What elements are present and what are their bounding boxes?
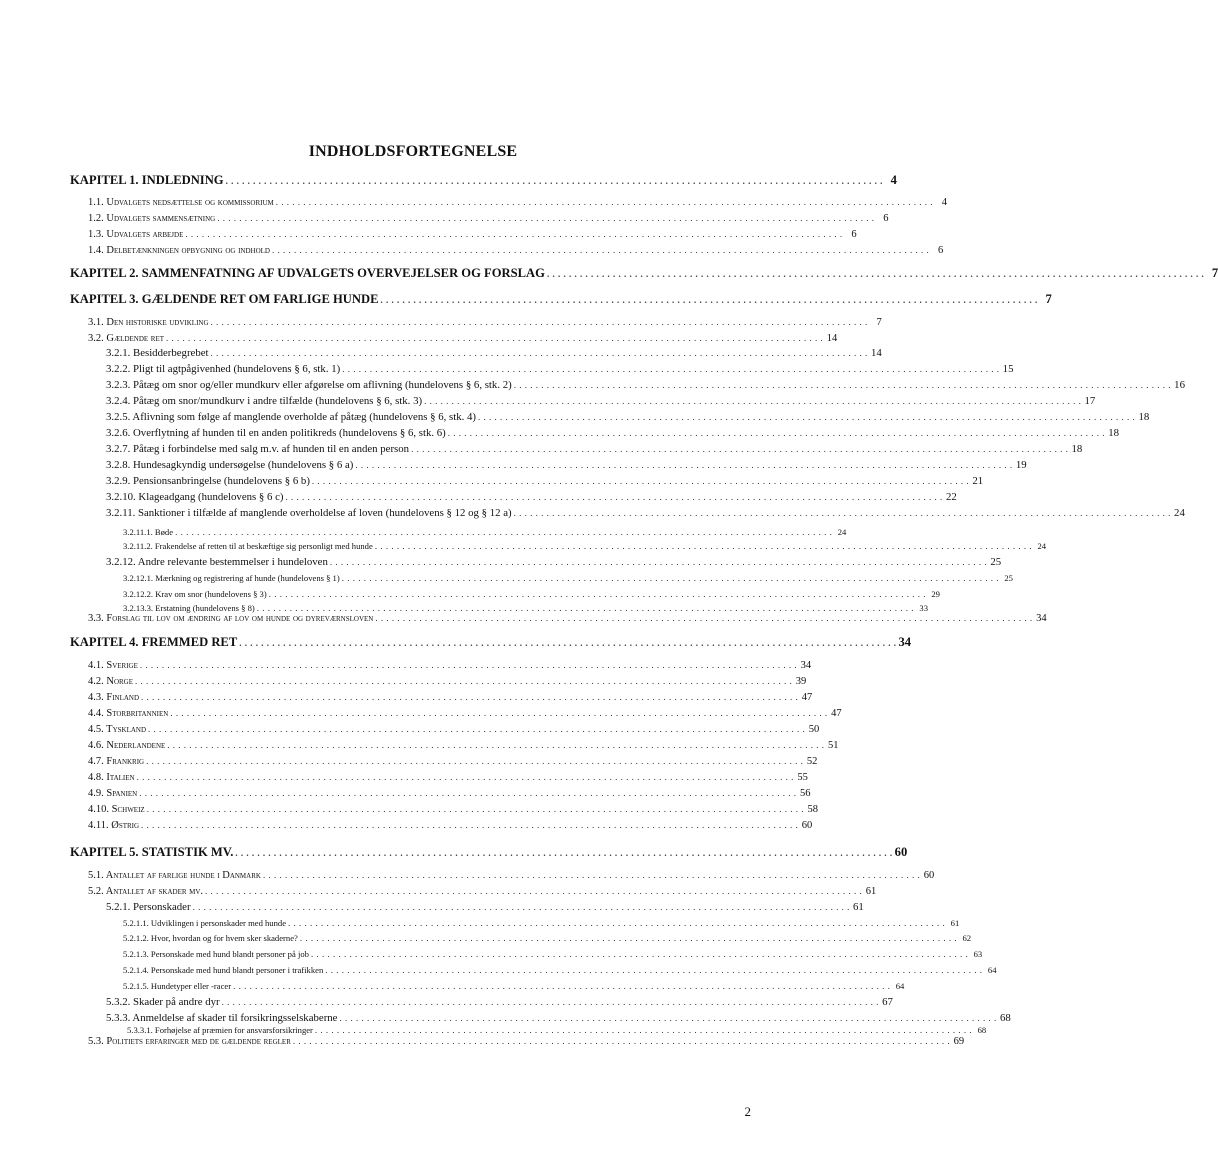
dot-leader: . . . . . . . . . . . . . . . . . . . . . . . . . . . . . . . . . . . . . . . . . . . . . . . . . . . . . . . . . . . . . . . . . . . . . . . . . . . . . . . . . . . . . . . . . . . . . . . . . . . . . . . . . . . . . . . . . . . . . . . . [136, 772, 794, 782]
toc-entry-page: 24 [1037, 541, 1047, 551]
toc-entry-page: 19 [1015, 459, 1027, 471]
toc-entry-label: 4.11. Østrig [88, 820, 140, 831]
toc-entry [88, 331, 838, 346]
toc-entry [88, 738, 839, 753]
toc-entry-label: 3.2.7. Påtæg i forbindelse med salg m.v. af hunden til en anden person [106, 443, 410, 455]
toc-entry-page: 18 [1108, 427, 1119, 439]
toc-entry-label: 3.2.10. Klageadgang (hundelovens § 6 c) [106, 491, 284, 503]
toc-entry-page: 61 [950, 918, 960, 928]
toc-entry-label: 5.2.1.5. Hundetyper eller -racer [123, 981, 232, 991]
toc-entry [123, 587, 940, 601]
dot-leader: . . . . . . . . . . . . . . . . . . . . . . . . . . . . . . . . . . . . . . . . . . . . . . . . . . . . . . . . . . . . . . . . . . . . . . . . . . . . . . . . . . . . . . . . . . . . . . . . . . . . . . . . . . . . . . . . . . . . . . . . [424, 396, 1082, 406]
toc-entry-label: 4.4. Storbritannien [88, 708, 169, 719]
dot-leader: . . . . . . . . . . . . . . . . . . . . . . . . . . . . . . . . . . . . . . . . . . . . . . . . . . . . . . . . . . . . . . . . . . . . . . . . . . . . . . . . . . . . . . . . . . . . . . . . . . . . . . . . . . . . . . . . . . . . . . . . [239, 638, 897, 648]
toc-entry [88, 674, 807, 689]
toc-entry [88, 658, 812, 673]
toc-entry [123, 539, 1047, 553]
toc-entry [88, 770, 808, 785]
toc-entry [70, 635, 912, 650]
toc-entry-page: 34 [800, 660, 812, 671]
dot-leader: . . . . . . . . . . . . . . . . . . . . . . . . . . . . . . . . . . . . . . . . . . . . . . . . . . . . . . . . . . . . . . . . . . . . . . . . . . . . . . . . . . . . . . . . . . . . . . . . . . . . . . . . . . . . . . . . . . . . . . . . [314, 1025, 973, 1035]
toc-entry-label: 4.8. Italien [88, 772, 135, 783]
toc-entry-page: 60 [894, 845, 908, 859]
toc-entry-label: 5.3.3.1. Forhøjelse af præmien for ansvarsforsikringer [127, 1025, 313, 1035]
dot-leader: . . . . . . . . . . . . . . . . . . . . . . . . . . . . . . . . . . . . . . . . . . . . . . . . . . . . . . . . . . . . . . . . . . . . . . . . . . . . . . . . . . . . . . . . . . . . . . . . . . . . . . . . . . . . . . . . . . . . . . . . [192, 902, 850, 912]
toc-entry [123, 525, 847, 539]
dot-leader: . . . . . . . . . . . . . . . . . . . . . . . . . . . . . . . . . . . . . . . . . . . . . . . . . . . . . . . . . . . . . . . . . . . . . . . . . . . . . . . . . . . . . . . . . . . . . . . . . . . . . . . . . . . . . . . . . . . . . . . . [272, 245, 930, 255]
toc-entry-label: 3.2.12.2. Krav om snor (hundelovens § 3) [123, 589, 267, 599]
toc-entry [88, 243, 944, 258]
toc-entry [88, 786, 811, 801]
toc-entry-page: 34 [898, 635, 912, 649]
dot-leader: . . . . . . . . . . . . . . . . . . . . . . . . . . . . . . . . . . . . . . . . . . . . . . . . . . . . . . . . . . . . . . . . . . . . . . . . . . . . . . . . . . . . . . . . . . . . . . . . . . . . . . . . . . . . . . . . . . . . . . . . [262, 870, 921, 880]
toc-entry [106, 442, 1083, 456]
toc-entry-page: 60 [923, 870, 935, 881]
dot-leader: . . . . . . . . . . . . . . . . . . . . . . . . . . . . . . . . . . . . . . . . . . . . . . . . . . . . . . . . . . . . . . . . . . . . . . . . . . . . . . . . . . . . . . . . . . . . . . . . . . . . . . . . . . . . . . . . . . . . . . . . [355, 460, 1013, 470]
toc-entry-page: 63 [973, 949, 983, 959]
dot-leader: . . . . . . . . . . . . . . . . . . . . . . . . . . . . . . . . . . . . . . . . . . . . . . . . . . . . . . . . . . . . . . . . . . . . . . . . . . . . . . . . . . . . . . . . . . . . . . . . . . . . . . . . . . . . . . . . . . . . . . . . [311, 476, 970, 486]
toc-entry-label: 4.9. Spanien [88, 788, 138, 799]
dot-leader: . . . . . . . . . . . . . . . . . . . . . . . . . . . . . . . . . . . . . . . . . . . . . . . . . . . . . . . . . . . . . . . . . . . . . . . . . . . . . . . . . . . . . . . . . . . . . . . . . . . . . . . . . . . . . . . . . . . . . . . . [310, 949, 969, 959]
dot-leader: . . . . . . . . . . . . . . . . . . . . . . . . . . . . . . . . . . . . . . . . . . . . . . . . . . . . . . . . . . . . . . . . . . . . . . . . . . . . . . . . . . . . . . . . . . . . . . . . . . . . . . . . . . . . . . . . . . . . . . . . [205, 886, 863, 896]
toc-entry [123, 931, 972, 945]
toc-entry-page: 4 [941, 197, 948, 208]
toc-entry [88, 884, 877, 899]
toc-entry [106, 506, 1185, 520]
dot-leader: . . . . . . . . . . . . . . . . . . . . . . . . . . . . . . . . . . . . . . . . . . . . . . . . . . . . . . . . . . . . . . . . . . . . . . . . . . . . . . . . . . . . . . . . . . . . . . . . . . . . . . . . . . . . . . . . . . . . . . . . [175, 527, 833, 537]
toc-entry-label: 1.1. Udvalgets nedsættelse og kommissorium [88, 197, 274, 208]
toc-entry-label: 3.2.11. Sanktioner i tilfælde af manglende overholdelse af loven (hundelovens § 12 og § 12 a) [106, 507, 512, 519]
toc-entry-page: 60 [801, 820, 813, 831]
toc-entry [88, 227, 857, 242]
toc-entry-label: 3.2.6. Overflytning af hunden til en anden politikreds (hundelovens § 6, stk. 6) [106, 427, 446, 439]
toc-entry [88, 690, 813, 705]
toc-entry-page: 22 [945, 491, 957, 503]
page-title: INDHOLDSFORTEGNELSE [308, 143, 518, 160]
toc-entry [88, 315, 882, 330]
toc-entry [70, 173, 897, 188]
toc-entry-page: 7 [1211, 266, 1218, 280]
toc-entry-page: 17 [1084, 395, 1096, 407]
dot-leader: . . . . . . . . . . . . . . . . . . . . . . . . . . . . . . . . . . . . . . . . . . . . . . . . . . . . . . . . . . . . . . . . . . . . . . . . . . . . . . . . . . . . . . . . . . . . . . . . . . . . . . . . . . . . . . . . . . . . . . . . [146, 756, 804, 766]
toc-entry-label: 3.2.1. Besidderbegrebet [106, 347, 209, 359]
dot-leader: . . . . . . . . . . . . . . . . . . . . . . . . . . . . . . . . . . . . . . . . . . . . . . . . . . . . . . . . . . . . . . . . . . . . . . . . . . . . . . . . . . . . . . . . . . . . . . . . . . . . . . . . . . . . . . . . . . . . . . . . [513, 508, 1171, 518]
toc-entry-label: 3.2. Gældende ret [88, 333, 165, 344]
toc-entry [88, 722, 820, 737]
toc-entry [88, 1034, 965, 1049]
toc-entry-page: 6 [883, 213, 889, 224]
toc-entry-page: 68 [999, 1012, 1011, 1024]
toc-entry-page: 69 [953, 1036, 965, 1047]
toc-entry [106, 394, 1096, 408]
toc-entry [88, 802, 818, 817]
toc-entry [88, 611, 1047, 626]
toc-entry-label: 4.2. Norge [88, 676, 134, 687]
dot-leader: . . . . . . . . . . . . . . . . . . . . . . . . . . . . . . . . . . . . . . . . . . . . . . . . . . . . . . . . . . . . . . . . . . . . . . . . . . . . . . . . . . . . . . . . . . . . . . . . . . . . . . . . . . . . . . . . . . . . . . . . [513, 380, 1171, 390]
toc-entry [123, 571, 1013, 585]
toc-entry-label: 4.6. Nederlandene [88, 740, 166, 751]
toc-entry [70, 845, 908, 860]
toc-entry-page: 6 [938, 245, 944, 256]
dot-leader: . . . . . . . . . . . . . . . . . . . . . . . . . . . . . . . . . . . . . . . . . . . . . . . . . . . . . . . . . . . . . . . . . . . . . . . . . . . . . . . . . . . . . . . . . . . . . . . . . . . . . . . . . . . . . . . . . . . . . . . . [546, 269, 1205, 279]
dot-leader: . . . . . . . . . . . . . . . . . . . . . . . . . . . . . . . . . . . . . . . . . . . . . . . . . . . . . . . . . . . . . . . . . . . . . . . . . . . . . . . . . . . . . . . . . . . . . . . . . . . . . . . . . . . . . . . . . . . . . . . . [339, 1013, 997, 1023]
toc-entry-page: 56 [800, 788, 811, 799]
toc-entry-label: 3.2.4. Påtæg om snor/mundkurv i andre tilfælde (hundelovens § 6, stk. 3) [106, 395, 423, 407]
toc-entry-label: 5.3.2. Skader på andre dyr [106, 996, 220, 1008]
toc-entry-page: 58 [807, 804, 818, 815]
dot-leader: . . . . . . . . . . . . . . . . . . . . . . . . . . . . . . . . . . . . . . . . . . . . . . . . . . . . . . . . . . . . . . . . . . . . . . . . . . . . . . . . . . . . . . . . . . . . . . . . . . . . . . . . . . . . . . . . . . . . . . . . [221, 997, 879, 1007]
dot-leader: . . . . . . . . . . . . . . . . . . . . . . . . . . . . . . . . . . . . . . . . . . . . . . . . . . . . . . . . . . . . . . . . . . . . . . . . . . . . . . . . . . . . . . . . . . . . . . . . . . . . . . . . . . . . . . . . . . . . . . . . [217, 213, 875, 223]
dot-leader: . . . . . . . . . . . . . . . . . . . . . . . . . . . . . . . . . . . . . . . . . . . . . . . . . . . . . . . . . . . . . . . . . . . . . . . . . . . . . . . . . . . . . . . . . . . . . . . . . . . . . . . . . . . . . . . . . . . . . . . . [135, 676, 793, 686]
toc-entry-page: 64 [895, 981, 905, 991]
toc-entry-label: 3.2.8. Hundesagkyndig undersøgelse (hundelovens § 6 a) [106, 459, 354, 471]
page-number: 2 [744, 1104, 751, 1119]
dot-leader: . . . . . . . . . . . . . . . . . . . . . . . . . . . . . . . . . . . . . . . . . . . . . . . . . . . . . . . . . . . . . . . . . . . . . . . . . . . . . . . . . . . . . . . . . . . . . . . . . . . . . . . . . . . . . . . . . . . . . . . . [235, 848, 893, 858]
toc-entry-page: 52 [806, 756, 818, 767]
toc-entry-label: KAPITEL 3. GÆLDENDE RET OM FARLIGE HUNDE [70, 292, 379, 306]
toc-entry-page: 6 [851, 229, 857, 240]
toc-entry-page: 14 [871, 347, 882, 359]
toc-entry-label: 4.7. Frankrig [88, 756, 145, 767]
toc-entry [70, 266, 1218, 281]
dot-leader: . . . . . . . . . . . . . . . . . . . . . . . . . . . . . . . . . . . . . . . . . . . . . . . . . . . . . . . . . . . . . . . . . . . . . . . . . . . . . . . . . . . . . . . . . . . . . . . . . . . . . . . . . . . . . . . . . . . . . . . . [342, 364, 1000, 374]
toc-entry-label: 5.1. Antallet af farlige hunde i Danmark [88, 870, 261, 881]
toc-entry-label: 1.4. Delbetænkningen opbygning og indhold [88, 245, 270, 256]
toc-entry [106, 555, 1002, 569]
toc-entry-page: 68 [977, 1025, 987, 1035]
toc-entry-label: 5.3.3. Anmeldelse af skader til forsikringsselskaberne [106, 1012, 338, 1024]
toc-entry-label: 5.3. Politiets erfaringer med de gældende regler [88, 1036, 291, 1047]
dot-leader: . . . . . . . . . . . . . . . . . . . . . . . . . . . . . . . . . . . . . . . . . . . . . . . . . . . . . . . . . . . . . . . . . . . . . . . . . . . . . . . . . . . . . . . . . . . . . . . . . . . . . . . . . . . . . . . . . . . . . . . . [375, 613, 1033, 623]
toc-entry-page: 15 [1002, 363, 1014, 375]
toc-entry-page: 61 [865, 886, 877, 897]
toc-entry [123, 963, 997, 977]
dot-leader: . . . . . . . . . . . . . . . . . . . . . . . . . . . . . . . . . . . . . . . . . . . . . . . . . . . . . . . . . . . . . . . . . . . . . . . . . . . . . . . . . . . . . . . . . . . . . . . . . . . . . . . . . . . . . . . . . . . . . . . . [141, 692, 799, 702]
dot-leader: . . . . . . . . . . . . . . . . . . . . . . . . . . . . . . . . . . . . . . . . . . . . . . . . . . . . . . . . . . . . . . . . . . . . . . . . . . . . . . . . . . . . . . . . . . . . . . . . . . . . . . . . . . . . . . . . . . . . . . . . [285, 492, 943, 502]
dot-leader: . . . . . . . . . . . . . . . . . . . . . . . . . . . . . . . . . . . . . . . . . . . . . . . . . . . . . . . . . . . . . . . . . . . . . . . . . . . . . . . . . . . . . . . . . . . . . . . . . . . . . . . . . . . . . . . . . . . . . . . . [146, 804, 804, 814]
dot-leader: . . . . . . . . . . . . . . . . . . . . . . . . . . . . . . . . . . . . . . . . . . . . . . . . . . . . . . . . . . . . . . . . . . . . . . . . . . . . . . . . . . . . . . . . . . . . . . . . . . . . . . . . . . . . . . . . . . . . . . . . [380, 295, 1038, 305]
dot-leader: . . . . . . . . . . . . . . . . . . . . . . . . . . . . . . . . . . . . . . . . . . . . . . . . . . . . . . . . . . . . . . . . . . . . . . . . . . . . . . . . . . . . . . . . . . . . . . . . . . . . . . . . . . . . . . . . . . . . . . . . [411, 444, 1069, 454]
dot-leader: . . . . . . . . . . . . . . . . . . . . . . . . . . . . . . . . . . . . . . . . . . . . . . . . . . . . . . . . . . . . . . . . . . . . . . . . . . . . . . . . . . . . . . . . . . . . . . . . . . . . . . . . . . . . . . . . . . . . . . . . [166, 333, 824, 343]
toc-entry-label: 5.2. Antallet af skader mv. [88, 886, 204, 897]
dot-leader: . . . . . . . . . . . . . . . . . . . . . . . . . . . . . . . . . . . . . . . . . . . . . . . . . . . . . . . . . . . . . . . . . . . . . . . . . . . . . . . . . . . . . . . . . . . . . . . . . . . . . . . . . . . . . . . . . . . . . . . . [256, 603, 915, 613]
toc-entry-label: 3.2.9. Pensionsanbringelse (hundelovens § 6 b) [106, 475, 310, 487]
toc-entry-page: 33 [919, 603, 929, 613]
toc-entry-label: 4.5. Tyskland [88, 724, 147, 735]
dot-leader: . . . . . . . . . . . . . . . . . . . . . . . . . . . . . . . . . . . . . . . . . . . . . . . . . . . . . . . . . . . . . . . . . . . . . . . . . . . . . . . . . . . . . . . . . . . . . . . . . . . . . . . . . . . . . . . . . . . . . . . . [141, 820, 799, 830]
dot-leader: . . . . . . . . . . . . . . . . . . . . . . . . . . . . . . . . . . . . . . . . . . . . . . . . . . . . . . . . . . . . . . . . . . . . . . . . . . . . . . . . . . . . . . . . . . . . . . . . . . . . . . . . . . . . . . . . . . . . . . . . [167, 740, 825, 750]
toc-entry-label: 5.2.1.2. Hvor, hvordan og for hvem sker skaderne? [123, 933, 298, 943]
toc-entry-page: 55 [797, 772, 808, 783]
toc-entry [88, 868, 935, 883]
dot-leader: . . . . . . . . . . . . . . . . . . . . . . . . . . . . . . . . . . . . . . . . . . . . . . . . . . . . . . . . . . . . . . . . . . . . . . . . . . . . . . . . . . . . . . . . . . . . . . . . . . . . . . . . . . . . . . . . . . . . . . . . [374, 541, 1033, 551]
toc-entry [123, 979, 905, 993]
toc-entry-page: 7 [876, 317, 882, 328]
toc-entry [106, 900, 864, 914]
dot-leader: . . . . . . . . . . . . . . . . . . . . . . . . . . . . . . . . . . . . . . . . . . . . . . . . . . . . . . . . . . . . . . . . . . . . . . . . . . . . . . . . . . . . . . . . . . . . . . . . . . . . . . . . . . . . . . . . . . . . . . . . [139, 788, 797, 798]
toc-entry [70, 292, 1052, 307]
dot-leader: . . . . . . . . . . . . . . . . . . . . . . . . . . . . . . . . . . . . . . . . . . . . . . . . . . . . . . . . . . . . . . . . . . . . . . . . . . . . . . . . . . . . . . . . . . . . . . . . . . . . . . . . . . . . . . . . . . . . . . . . [268, 589, 926, 599]
dot-leader: . . . . . . . . . . . . . . . . . . . . . . . . . . . . . . . . . . . . . . . . . . . . . . . . . . . . . . . . . . . . . . . . . . . . . . . . . . . . . . . . . . . . . . . . . . . . . . . . . . . . . . . . . . . . . . . . . . . . . . . . [210, 348, 868, 358]
toc-entry-page: 24 [837, 527, 847, 537]
toc-entry [106, 995, 893, 1009]
toc-entry-page: 18 [1138, 411, 1150, 423]
toc-entry-page: 51 [828, 740, 839, 751]
toc-entry [88, 195, 948, 210]
toc-entry [88, 706, 842, 721]
toc-entry-label: 3.2.11.1. Bøde [123, 527, 174, 537]
dot-leader: . . . . . . . . . . . . . . . . . . . . . . . . . . . . . . . . . . . . . . . . . . . . . . . . . . . . . . . . . . . . . . . . . . . . . . . . . . . . . . . . . . . . . . . . . . . . . . . . . . . . . . . . . . . . . . . . . . . . . . . . [325, 965, 983, 975]
dot-leader: . . . . . . . . . . . . . . . . . . . . . . . . . . . . . . . . . . . . . . . . . . . . . . . . . . . . . . . . . . . . . . . . . . . . . . . . . . . . . . . . . . . . . . . . . . . . . . . . . . . . . . . . . . . . . . . . . . . . . . . . [275, 197, 934, 207]
toc-entry-page: 47 [831, 708, 842, 719]
toc-entry-label: 3.2.2. Pligt til agtpågivenhed (hundelovens § 6, stk. 1) [106, 363, 341, 375]
toc-entry-page: 61 [853, 901, 864, 913]
toc-entry [123, 947, 983, 961]
toc-entry-label: 3.3. Forslag til lov om ændring af lov om hunde og dyreværnsloven [88, 613, 374, 624]
toc-entry [106, 490, 957, 504]
dot-leader: . . . . . . . . . . . . . . . . . . . . . . . . . . . . . . . . . . . . . . . . . . . . . . . . . . . . . . . . . . . . . . . . . . . . . . . . . . . . . . . . . . . . . . . . . . . . . . . . . . . . . . . . . . . . . . . . . . . . . . . . [225, 176, 883, 186]
toc-entry-label: 5.2.1.4. Personskade med hund blandt personer i trafikken [123, 965, 324, 975]
toc-entry-label: 3.1. Den historiske udvikling [88, 317, 209, 328]
toc-entry-page: 47 [801, 692, 813, 703]
dot-leader: . . . . . . . . . . . . . . . . . . . . . . . . . . . . . . . . . . . . . . . . . . . . . . . . . . . . . . . . . . . . . . . . . . . . . . . . . . . . . . . . . . . . . . . . . . . . . . . . . . . . . . . . . . . . . . . . . . . . . . . . [170, 708, 828, 718]
dot-leader: . . . . . . . . . . . . . . . . . . . . . . . . . . . . . . . . . . . . . . . . . . . . . . . . . . . . . . . . . . . . . . . . . . . . . . . . . . . . . . . . . . . . . . . . . . . . . . . . . . . . . . . . . . . . . . . . . . . . . . . . [299, 933, 958, 943]
toc-entry [88, 754, 818, 769]
toc-entry-label: KAPITEL 2. SAMMENFATNING AF UDVALGETS OVERVEJELSER OG FORSLAG [70, 266, 545, 280]
toc-entry-page: 34 [1036, 613, 1047, 624]
toc-entry-label: 5.2.1.1. Udviklingen i personskader med hunde [123, 918, 287, 928]
toc-entry-page: 29 [931, 589, 940, 599]
toc-entry [106, 362, 1014, 376]
toc-entry [106, 346, 882, 360]
toc-entry-label: 1.2. Udvalgets sammensætning [88, 213, 216, 224]
toc-entry-page: 25 [1004, 573, 1013, 583]
dot-leader: . . . . . . . . . . . . . . . . . . . . . . . . . . . . . . . . . . . . . . . . . . . . . . . . . . . . . . . . . . . . . . . . . . . . . . . . . . . . . . . . . . . . . . . . . . . . . . . . . . . . . . . . . . . . . . . . . . . . . . . . [292, 1036, 951, 1046]
toc-entry-label: 4.3. Finland [88, 692, 140, 703]
dot-leader: . . . . . . . . . . . . . . . . . . . . . . . . . . . . . . . . . . . . . . . . . . . . . . . . . . . . . . . . . . . . . . . . . . . . . . . . . . . . . . . . . . . . . . . . . . . . . . . . . . . . . . . . . . . . . . . . . . . . . . . . [329, 557, 988, 567]
toc-entry-page: 64 [987, 965, 997, 975]
toc-entry-label: 3.2.13.3. Erstatning (hundelovens § 8) [123, 603, 255, 613]
toc-entry [106, 410, 1150, 424]
toc-entry-page: 62 [962, 933, 972, 943]
toc-entry-page: 14 [826, 333, 838, 344]
toc-entry [106, 426, 1119, 440]
dot-leader: . . . . . . . . . . . . . . . . . . . . . . . . . . . . . . . . . . . . . . . . . . . . . . . . . . . . . . . . . . . . . . . . . . . . . . . . . . . . . . . . . . . . . . . . . . . . . . . . . . . . . . . . . . . . . . . . . . . . . . . . [185, 229, 843, 239]
toc-entry [123, 916, 960, 930]
toc-entry-label: 3.2.12. Andre relevante bestemmelser i hundeloven [106, 556, 328, 568]
toc-entry-label: 3.2.3. Påtæg om snor og/eller mundkurv eller afgørelse om aflivning (hundelovens § 6, stk. 2) [106, 379, 512, 391]
toc-entry-page: 24 [1174, 507, 1185, 519]
toc-entry-label: 4.1. Sverige [88, 660, 138, 671]
toc-entry-label: 1.3. Udvalgets arbejde [88, 229, 184, 240]
dot-leader: . . . . . . . . . . . . . . . . . . . . . . . . . . . . . . . . . . . . . . . . . . . . . . . . . . . . . . . . . . . . . . . . . . . . . . . . . . . . . . . . . . . . . . . . . . . . . . . . . . . . . . . . . . . . . . . . . . . . . . . . [139, 660, 798, 670]
toc-entry-page: 50 [808, 724, 820, 735]
toc-entry [106, 378, 1185, 392]
dot-leader: . . . . . . . . . . . . . . . . . . . . . . . . . . . . . . . . . . . . . . . . . . . . . . . . . . . . . . . . . . . . . . . . . . . . . . . . . . . . . . . . . . . . . . . . . . . . . . . . . . . . . . . . . . . . . . . . . . . . . . . . [210, 317, 868, 327]
toc-entry-label: KAPITEL 4. FREMMED RET [70, 635, 238, 649]
toc-entry [106, 474, 984, 488]
toc-entry-label: KAPITEL 1. INDLEDNING [70, 173, 224, 187]
toc-entry-label: 3.2.12.1. Mærkning og registrering af hunde (hundelovens § 1) [123, 573, 340, 583]
toc-entry [88, 211, 889, 226]
toc-entry-page: 18 [1071, 443, 1083, 455]
dot-leader: . . . . . . . . . . . . . . . . . . . . . . . . . . . . . . . . . . . . . . . . . . . . . . . . . . . . . . . . . . . . . . . . . . . . . . . . . . . . . . . . . . . . . . . . . . . . . . . . . . . . . . . . . . . . . . . . . . . . . . . . [233, 981, 891, 991]
toc-entry-page: 7 [1045, 292, 1052, 306]
toc-entry-label: 5.2.1. Personskader [106, 901, 191, 913]
dot-leader: . . . . . . . . . . . . . . . . . . . . . . . . . . . . . . . . . . . . . . . . . . . . . . . . . . . . . . . . . . . . . . . . . . . . . . . . . . . . . . . . . . . . . . . . . . . . . . . . . . . . . . . . . . . . . . . . . . . . . . . . [447, 428, 1105, 438]
toc-entry-page: 21 [972, 475, 984, 487]
toc-entry-page: 16 [1174, 379, 1185, 391]
dot-leader: . . . . . . . . . . . . . . . . . . . . . . . . . . . . . . . . . . . . . . . . . . . . . . . . . . . . . . . . . . . . . . . . . . . . . . . . . . . . . . . . . . . . . . . . . . . . . . . . . . . . . . . . . . . . . . . . . . . . . . . . [288, 918, 946, 928]
toc-entry-label: 5.2.1.3. Personskade med hund blandt personer på job [123, 949, 309, 959]
toc-entry [106, 458, 1027, 472]
dot-leader: . . . . . . . . . . . . . . . . . . . . . . . . . . . . . . . . . . . . . . . . . . . . . . . . . . . . . . . . . . . . . . . . . . . . . . . . . . . . . . . . . . . . . . . . . . . . . . . . . . . . . . . . . . . . . . . . . . . . . . . . [148, 724, 806, 734]
dot-leader: . . . . . . . . . . . . . . . . . . . . . . . . . . . . . . . . . . . . . . . . . . . . . . . . . . . . . . . . . . . . . . . . . . . . . . . . . . . . . . . . . . . . . . . . . . . . . . . . . . . . . . . . . . . . . . . . . . . . . . . . [478, 412, 1136, 422]
dot-leader: . . . . . . . . . . . . . . . . . . . . . . . . . . . . . . . . . . . . . . . . . . . . . . . . . . . . . . . . . . . . . . . . . . . . . . . . . . . . . . . . . . . . . . . . . . . . . . . . . . . . . . . . . . . . . . . . . . . . . . . . [341, 573, 999, 583]
toc-entry-label: 3.2.11.2. Frakendelse af retten til at beskæftige sig personligt med hunde [123, 541, 373, 551]
toc-entry [88, 818, 813, 833]
toc-entry-page: 67 [882, 996, 893, 1008]
toc-entry-page: 25 [990, 556, 1002, 568]
toc-entry-page: 39 [795, 676, 807, 687]
toc-entry-label: KAPITEL 5. STATISTIK MV. [70, 845, 234, 859]
toc-entry-label: 3.2.5. Aflivning som følge af manglende overholde af påtæg (hundelovens § 6, stk. 4) [106, 411, 477, 423]
toc-entry-label: 4.10. Schweiz [88, 804, 145, 815]
toc-entry-page: 4 [890, 173, 897, 187]
